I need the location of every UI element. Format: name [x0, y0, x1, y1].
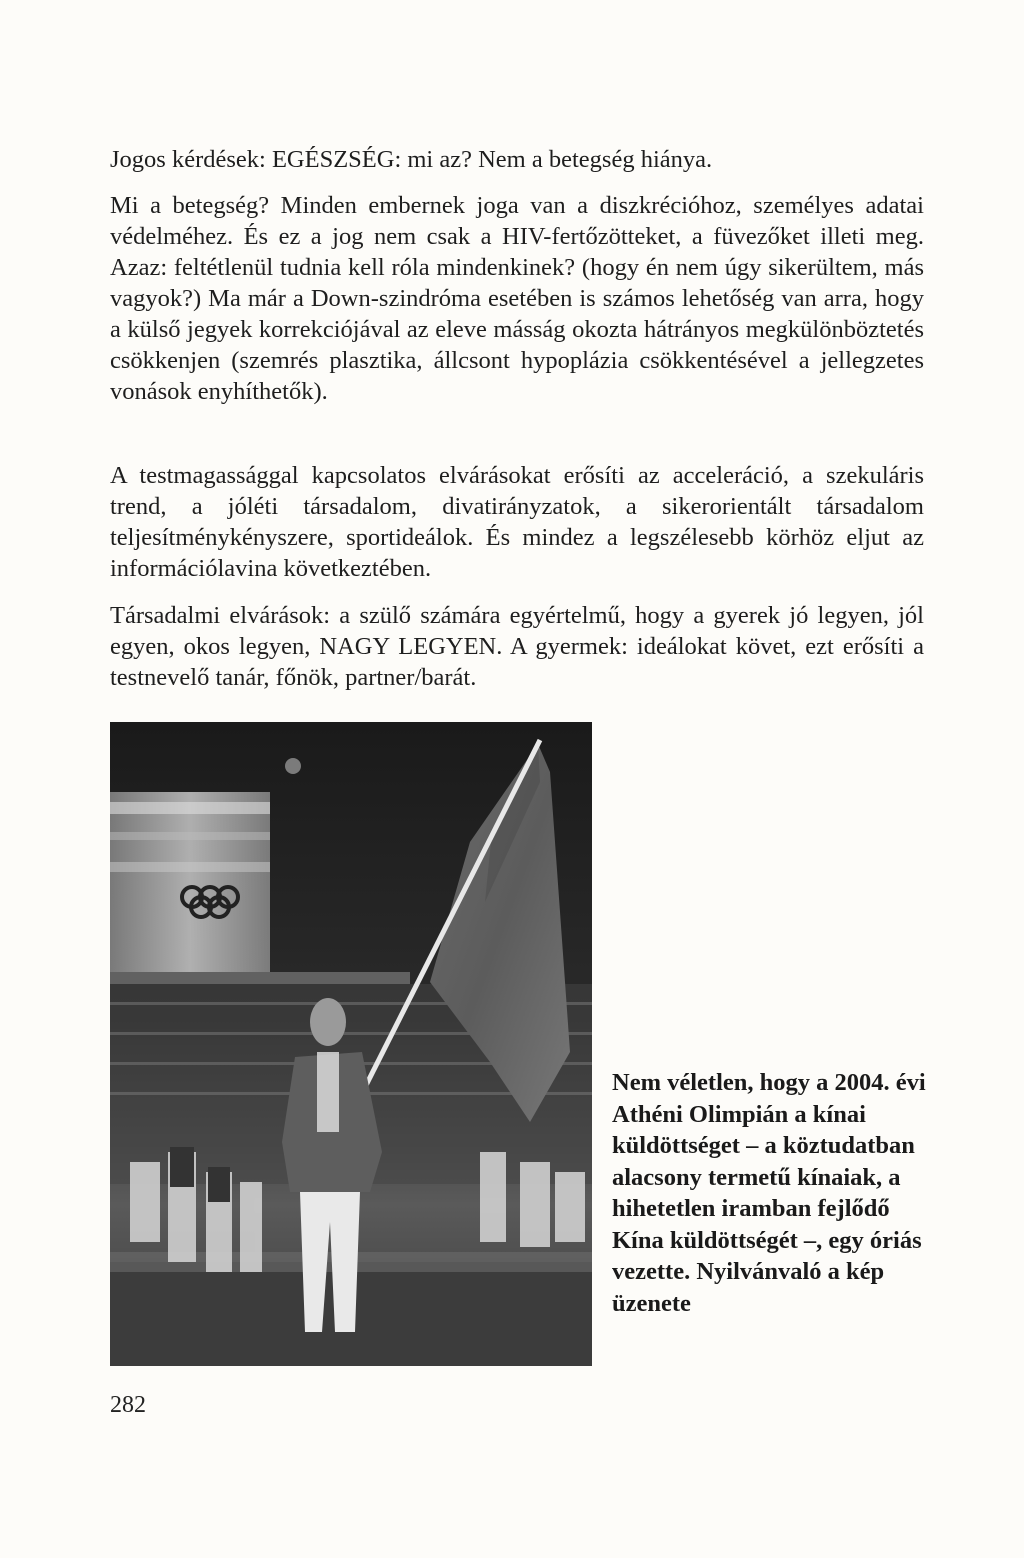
photo-caption-text: Nem véletlen, hogy a 2004. évi Athéni Olimpián a kínai küldöttséget – a köztudatban alacsony termetű kínaiak, a hihetetlen iramban fejlődő Kína küldöttségét –, egy óriás vezette. Nyilvánvaló a kép üzenete [612, 1069, 926, 1317]
heading-line [110, 144, 924, 175]
paragraph-2 [110, 460, 924, 584]
page-number: 282 [110, 1392, 146, 1418]
paragraph-2-text: A testmagassággal kapcsolatos elvárásokat erősíti az acceleráció, a szekuláris trend, a jóléti társadalom, divatirányzatok, a sikerorientált társadalom teljesítménykényszere, sportideálok. És mindez a legszélesebb körhöz eljut az információlavina következtében. [110, 462, 924, 582]
heading-text: Jogos kérdések: EGÉSZSÉG: mi az? Nem a betegség hiánya. [110, 146, 713, 173]
paragraph-1 [110, 190, 924, 407]
olympic-flag-bearer-photo [110, 722, 592, 1366]
paragraph-1-text: Mi a betegség? Minden embernek joga van a diszkrécióhoz, személyes adatai védelméhez. És ez a jog nem csak a HIV-fertőzötteket, a füvezőket illeti meg. Azaz: feltétlenül tudnia kell róla mindenkinek? (hogy én nem úgy sikerültem, más vagyok?) Ma már a Down-szindróma esetében is számos lehetőség van arra, hogy a külső jegyek korrekciójával az eleve másság okozta hátrányos megkülönböztetés csökkenjen (szemrés plasztika, állcsont hypoplázia csökkentésével a jellegzetes vonások enyhíthetők). [110, 192, 924, 405]
paragraph-3 [110, 600, 924, 693]
photo-caption [612, 1067, 932, 1319]
paragraph-3-text: Társadalmi elvárások: a szülő számára egyértelmű, hogy a gyerek jó legyen, jól egyen, okos legyen, NAGY LEGYEN. A gyermek: ideálokat követ, ezt erősíti a testnevelő tanár, főnök, partner/barát. [110, 602, 924, 691]
